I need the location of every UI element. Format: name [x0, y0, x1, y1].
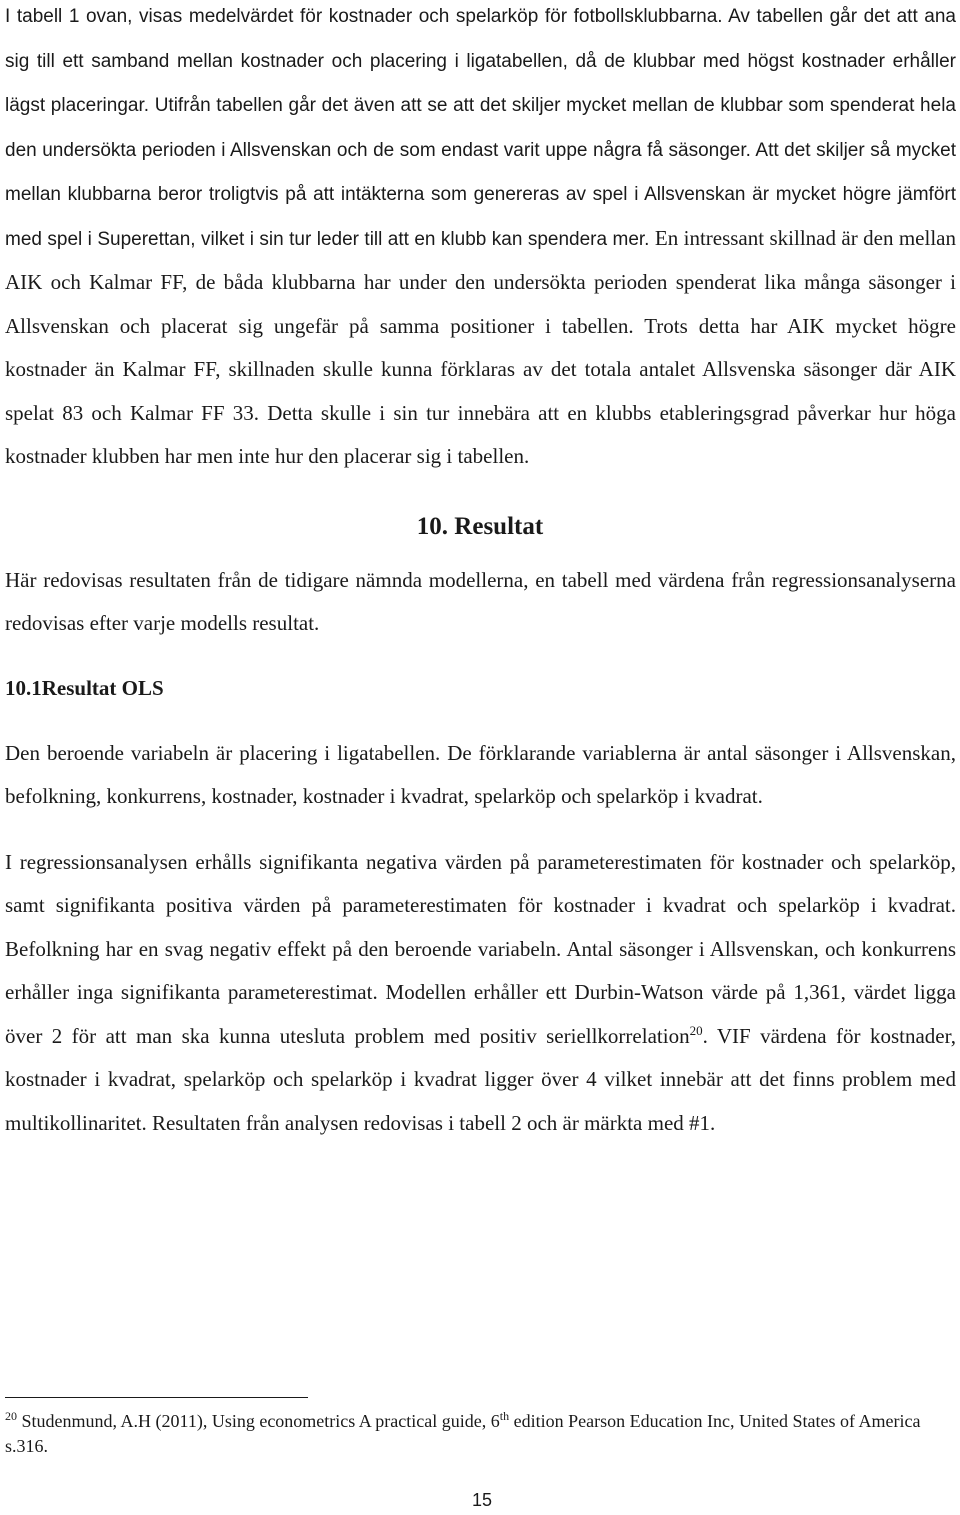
- paragraph-segment: En intressant skillnad är den mellan AIK och Kalmar FF, de båda klubbarna har under den undersökta perioden spenderat lika många säsonger i Allsvenskan och placerat sig ungefär på samma positioner i tabellen. Trots detta har AIK mycket högre kostnader än Kalmar FF, skillnaden skulle kunna förklaras av det totala antalet Allsvenska säsonger där AIK spelat 83 och Kalmar FF 33. Detta skulle i sin tur innebära att en klubbs etableringsgrad påverkar hur höga kostnader klubben har men inte hur den placerar sig i tabellen.: [5, 225, 956, 468]
- footnote-reference: 20: [689, 1022, 703, 1038]
- paragraph-results-intro: Här redovisas resultaten från de tidigare nämnda modellerna, en tabell med värdena från regressionsanalyserna redovisas efter varje modells resultat.: [5, 567, 956, 635]
- paragraph-segment: I tabell 1 ovan, visas medelvärdet för kostnader och spelarköp för fotbollsklubbarna. Av tabellen går det att ana sig till ett samband mellan kostnader och placering i ligatabellen, då de klubbar med högst kostnader erhåller lägst placeringar.: [5, 6, 956, 116]
- footnote-text: edition Pearson Education Inc, United States of America s.316.: [5, 1411, 921, 1456]
- paragraph-variables: Den beroende variabeln är placering i ligatabellen. De förklarande variablerna är antal säsonger i Allsvenskan, befolkning, konkurrens, kostnader, kostnader i kvadrat, spelarköp och spelarköp i kvadrat.: [5, 740, 956, 808]
- paragraph-regression-results: [0, 841, 960, 1146]
- paragraph-segment: I regressionsanalysen erhålls signifikanta negativa värden på parameterestimaten för kostnader och spelarköp, samt signifikanta positiva värden på parameterestimaten för kostnader i kvadrat och spelarköp i kvadrat. Befolkning har en svag negativ effekt på den beroende variabeln. Antal säsonger i Allsvenskan, och konkurrens erhåller inga signifikanta parameterestimat. Modellen erhåller ett Durbin-Watson värde på 1,361, värdet ligga över 2 för att man ska kunna utesluta problem med positiv seriellkorrelation: [5, 849, 956, 1048]
- footnote-superscript: th: [499, 1409, 510, 1423]
- paragraph-segment: Utifrån tabellen går det även att se att det skiljer mycket mellan de klubbar som spenderat hela den undersökta perioden i Allsvenskan och de som endast varit uppe några få säsonger. Att det skiljer så mycket mellan klubbarna beror troligtvis på att intäkterna som genereras av spel i Allsvenskan är mycket högre jämfört med spel i Superettan, vilket i sin tur leder till att en klubb kan spendera mer.: [5, 95, 956, 250]
- footnote-number: 20: [5, 1409, 17, 1423]
- section-heading: 10. Resultat: [416, 512, 544, 540]
- page-number: 15: [471, 1490, 493, 1510]
- footnote: [5, 1409, 940, 1459]
- footnote-text: Studenmund, A.H (2011), Using econometrics A practical guide, 6: [17, 1411, 500, 1431]
- paragraph-segment: . VIF värdena för kostnader, kostnader i kvadrat, spelarköp och spelarköp i kvadrat ligger över 4 vilket innebär att det finns problem med multikollinaritet. Resultaten från analysen redovisas i tabell 2 och är märkta med #1.: [5, 1023, 957, 1135]
- paragraph-table-discussion: [0, 0, 960, 479]
- footnote-separator: [5, 1397, 308, 1398]
- subsection-heading: 10.1Resultat OLS: [5, 675, 164, 700]
